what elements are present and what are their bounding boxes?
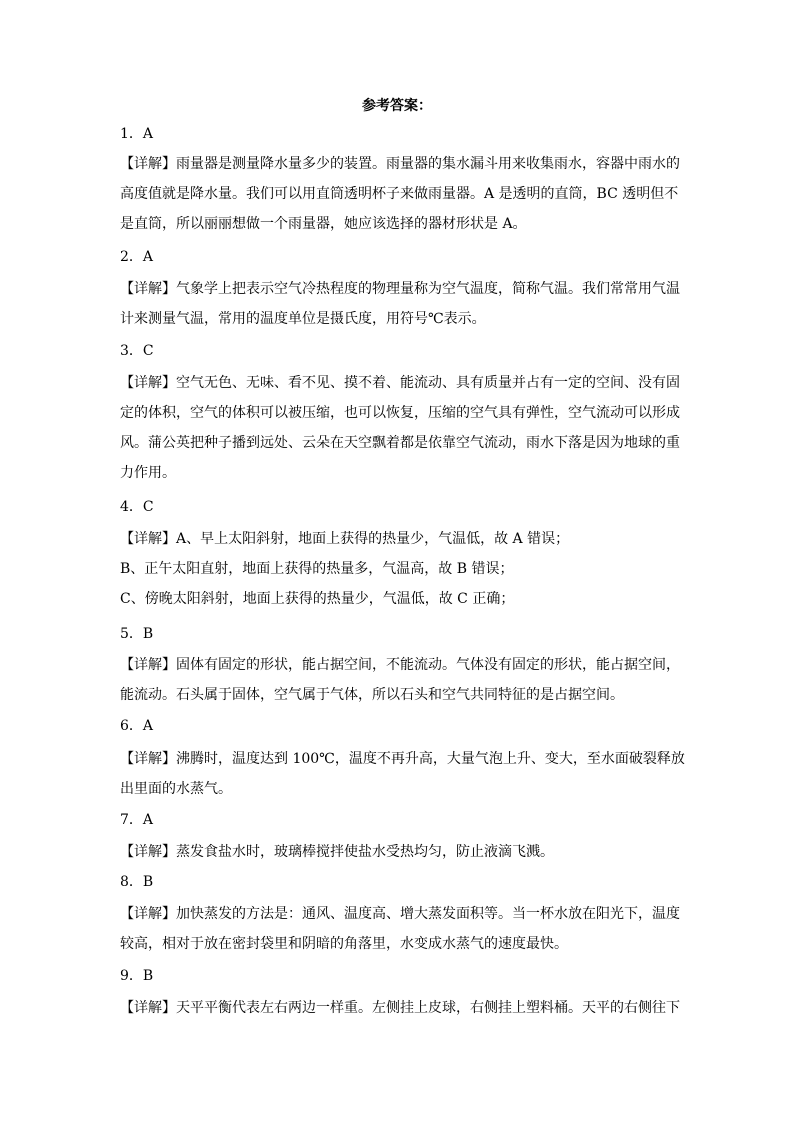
- answer-number-1: 1．A: [120, 126, 154, 142]
- explanation-line: 【详解】空气无色、无味、看不见、摸不着、能流动、具有质量并占有一定的空间、没有固: [120, 375, 680, 391]
- explanation-1: [120, 149, 680, 239]
- answer-number-7: 7．A: [120, 812, 154, 828]
- explanation-line: 【详解】气象学上把表示空气冷热程度的物理量称为空气温度，简称气温。我们常常用气温: [120, 281, 680, 297]
- explanation-line: 计来测量气温，常用的温度单位是摄氏度，用符号℃表示。: [120, 311, 486, 327]
- explanation-line: C、傍晚太阳斜射，地面上获得的热量少，气温低，故 C 正确；: [120, 591, 515, 607]
- explanation-line: 是直筒，所以丽丽想做一个雨量器，她应该选择的器材形状是 A。: [120, 216, 527, 232]
- explanation-4: [120, 524, 680, 614]
- explanation-line: 【详解】雨量器是测量降水量多少的装置。雨量器的集水漏斗用来收集雨水，容器中雨水的: [120, 156, 680, 172]
- page-title: 参考答案：: [362, 98, 432, 114]
- explanation-line: 【详解】天平平衡代表左右两边一样重。左侧挂上皮球，右侧挂上塑料桶。天平的右侧往下: [120, 1000, 680, 1016]
- explanation-line: 较高，相对于放在密封袋里和阴暗的角落里，水变成水蒸气的速度最快。: [120, 936, 568, 952]
- explanation-3: [120, 368, 680, 488]
- explanation-2: [120, 274, 680, 334]
- explanation-line: 【详解】固体有固定的形状，能占据空间，不能流动。气体没有固定的形状，能占据空间，: [120, 657, 680, 673]
- answer-number-5: 5．B: [120, 626, 154, 642]
- explanation-line: 出里面的水蒸气。: [120, 781, 232, 797]
- explanation-line: B、正午太阳直射，地面上获得的热量多，气温高，故 B 错误；: [120, 561, 514, 577]
- explanation-line: 【详解】蒸发食盐水时，玻璃棒搅拌使盐水受热均匀，防止液滴飞溅。: [120, 844, 554, 860]
- explanation-8: [120, 899, 680, 959]
- explanation-line: 风。蒲公英把种子播到远处、云朵在天空飘着都是依靠空气流动，雨水下落是因为地球的重: [120, 435, 680, 451]
- explanation-9: [120, 993, 680, 1023]
- answer-number-2: 2．A: [120, 249, 154, 265]
- answer-number-4: 4．C: [120, 499, 154, 515]
- explanation-line: 能流动。石头属于固体，空气属于气体，所以石头和空气共同特征的是占据空间。: [120, 687, 624, 703]
- explanation-line: 【详解】加快蒸发的方法是：通风、温度高、增大蒸发面积等。当一杯水放在阳光下，温度: [120, 906, 680, 922]
- answer-number-9: 9．B: [120, 968, 154, 984]
- explanation-line: 力作用。: [120, 465, 176, 481]
- answer-number-3: 3．C: [120, 343, 154, 359]
- answer-number-8: 8．B: [120, 874, 154, 890]
- explanation-line: 定的体积，空气的体积可以被压缩，也可以恢复，压缩的空气具有弹性，空气流动可以形成: [120, 405, 680, 421]
- explanation-6: [120, 744, 685, 804]
- explanation-line: 高度值就是降水量。我们可以用直筒透明杯子来做雨量器。A 是透明的直筒，BC 透明但不: [120, 186, 679, 202]
- answer-number-6: 6．A: [120, 718, 154, 734]
- explanation-7: [120, 837, 680, 867]
- explanation-5: [120, 650, 680, 710]
- explanation-line: 【详解】A、早上太阳斜射，地面上获得的热量少，气温低，故 A 错误；: [120, 531, 570, 547]
- explanation-line: 【详解】沸腾时，温度达到 100℃，温度不再升高，大量气泡上升、变大，至水面破裂释放: [120, 751, 685, 767]
